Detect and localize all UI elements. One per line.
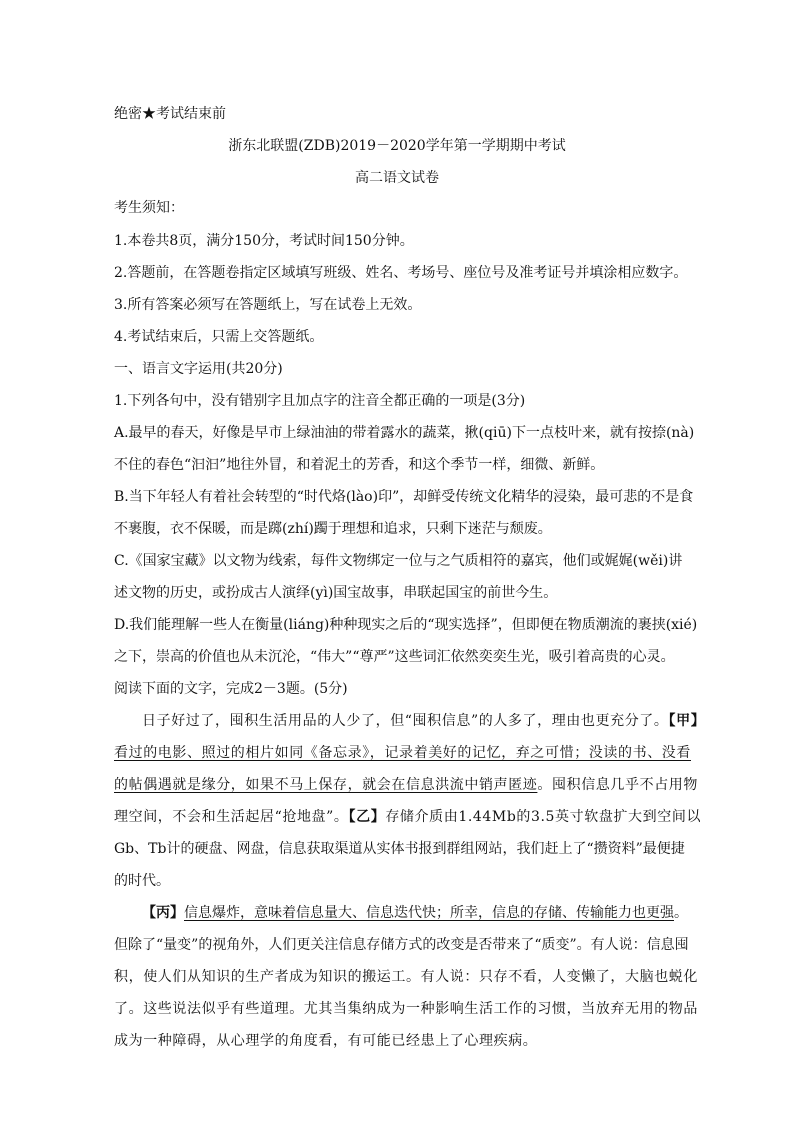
- passage-line: 了。这些说法似乎有些道理。尤其当集纳成为一种影响生活工作的习惯，当放弃无用的物品: [114, 1001, 698, 1017]
- option-d-line: 之下，崇高的价值也从未沉沦，“伟大”“尊严”这些词汇依然奕奕生光，吸引着高贵的心灵。: [114, 649, 675, 665]
- passage-text: 日子好过了，囤积生活用品的人少了，但“囤积信息”的人多了，理由也更充分了。: [142, 713, 669, 729]
- question-stem: 1.下列各句中，没有错别字且加点字的注音全都正确的一项是(3分): [114, 393, 526, 409]
- underlined-text: 看过的电影、照过的相片如同《备忘录》，记录着美好的记忆，弃之可惜；没读的书、没看: [114, 745, 691, 761]
- passage-text: 。囤积信息几乎不占用物: [537, 777, 699, 793]
- secret-label: 绝密★考试结束前: [114, 106, 226, 122]
- underlined-text: 的帖偶遇就是缘分，如果不马上保存，就会在信息洪流中销声匿迹: [114, 777, 538, 793]
- option-a-line: 不住的春色“汩汩”地往外冒，和着泥土的芳香，和这个季节一样，细微、新鲜。: [114, 457, 605, 473]
- passage-line: 成为一种障碍，从心理学的角度看，有可能已经患上了心理疾病。: [114, 1033, 538, 1049]
- passage-line: 但除了“量变”的视角外，人们更关注信息存储方式的改变是否带来了“质变”。有人说：信息囤: [114, 937, 689, 953]
- option-d-line: D.我们能理解一些人在衡量(liáng)种种现实之后的“现实选择”，但即便在物质潮流的裹挟(xié): [114, 617, 698, 633]
- passage-line: [142, 903, 688, 923]
- passage-line: [114, 775, 698, 795]
- exam-title: 浙东北联盟(ZDB)2019－2020学年第一学期期中考试: [228, 138, 566, 154]
- marker-bing: 【丙】: [142, 905, 184, 921]
- notice-item: 1.本卷共8页，满分150分，考试时间150分钟。: [114, 233, 414, 249]
- passage-text: 存储介质由1.44Mb的3.5英寸软盘扩大到空间以: [385, 809, 702, 825]
- option-c-line: 述文物的历史，或扮成古人演绎(yì)国宝故事，串联起国宝的前世今生。: [114, 585, 558, 601]
- underlined-text: 信息爆炸，意味着信息量大、信息迭代快；所幸，信息的存储、传输能力也更强: [184, 905, 674, 921]
- option-b-line: 不裹腹，衣不保暖，而是踯(zhí)躅于理想和追求，只剩下迷茫与颓废。: [114, 521, 552, 537]
- paper-title: 高二语文试卷: [355, 170, 439, 186]
- notice-item: 4.考试结束后，只需上交答题纸。: [114, 329, 324, 345]
- notice-heading: 考生须知：: [114, 200, 184, 216]
- option-b-line: B.当下年轻人有着社会转型的“时代烙(lào)印”，却鲜受传统文化精华的浸染，最可悲的不是食: [114, 489, 694, 505]
- marker-jia: 【甲】: [668, 713, 706, 729]
- passage-text: 。: [674, 905, 688, 921]
- passage-line: Gb、Tb计的硬盘、网盘，信息获取渠道从实体书报到群组网站，我们赶上了“攒资料”最便捷: [114, 841, 685, 857]
- option-c-line: C.《国家宝藏》以文物为线索，每件文物绑定一位与之气质相符的嘉宾，他们或娓娓(wěi)讲: [114, 553, 683, 569]
- passage-line: 积，使人们从知识的生产者成为知识的搬运工。有人说：只存不看，人变懒了，大脑也蜕化: [114, 969, 698, 985]
- option-a-line: A.最早的春天，好像是早市上绿油油的带着露水的蔬菜，揪(qiū)下一点枝叶来，就有按捺(nà): [114, 425, 695, 441]
- notice-item: 2.答题前，在答题卷指定区域填写班级、姓名、考场号、座位号及准考证号并填涂相应数字。: [114, 265, 688, 281]
- section-heading: 一、语言文字运用(共20分): [114, 361, 283, 377]
- passage-line: 的时代。: [114, 873, 170, 889]
- passage-text: 理空间，不会和生活起居“抢地盘”。: [114, 809, 349, 825]
- passage-line: [114, 743, 691, 763]
- passage-line: [114, 807, 701, 827]
- marker-yi: 【乙】: [348, 809, 386, 825]
- notice-item: 3.所有答案必须写在答题纸上，写在试卷上无效。: [114, 297, 422, 313]
- reading-intro: 阅读下面的文字，完成2－3题。(5分): [114, 681, 348, 697]
- passage-line: [142, 711, 705, 731]
